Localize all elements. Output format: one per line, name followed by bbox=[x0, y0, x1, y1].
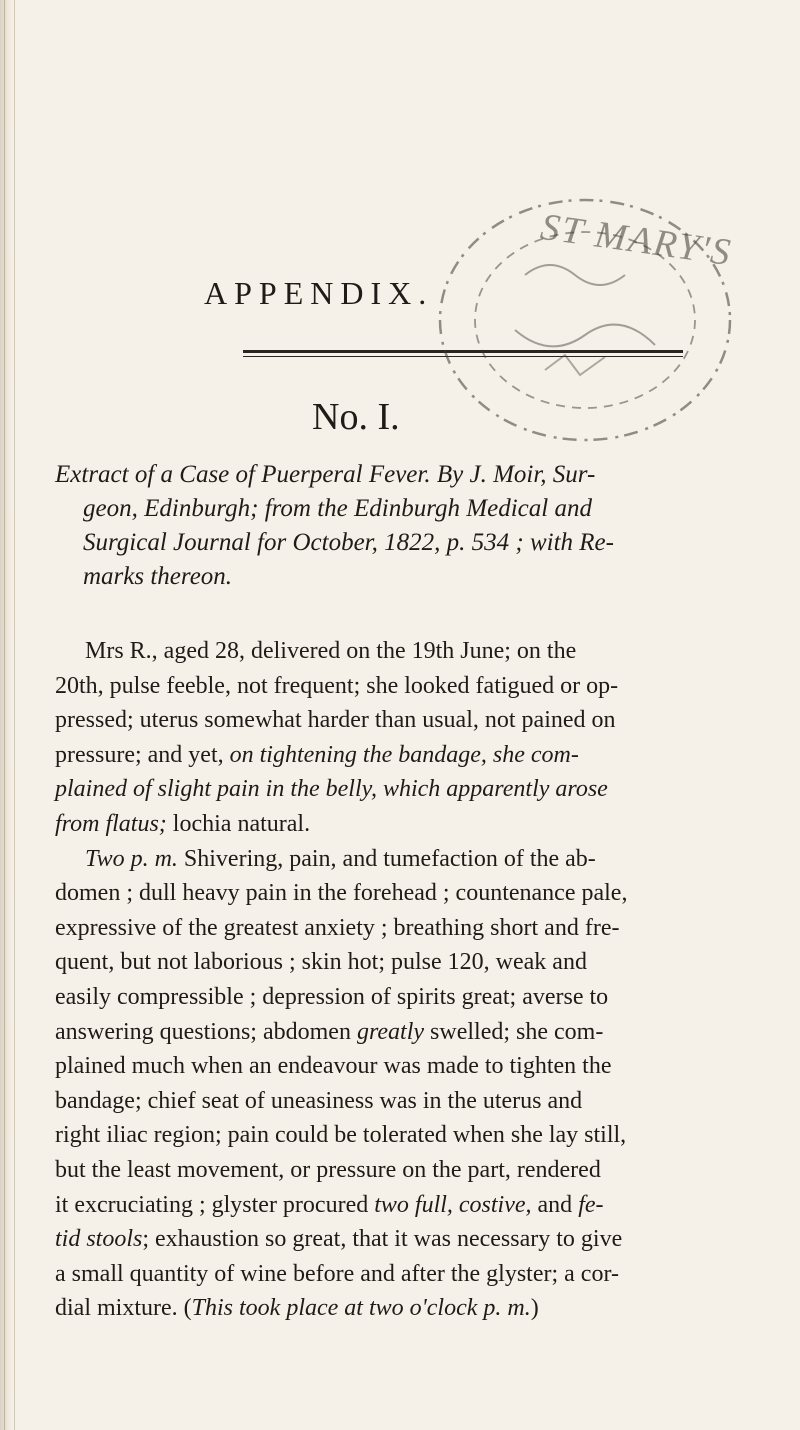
body-line bbox=[55, 980, 695, 1015]
body-line bbox=[55, 842, 695, 877]
text-run: Shivering, pain, and tumefaction of the ab- bbox=[177, 845, 596, 872]
italic-run: Two p. m. bbox=[85, 845, 178, 872]
italic-run: plained of slight pain in the belly, which apparently arose bbox=[55, 776, 608, 803]
body-line bbox=[55, 772, 695, 807]
italic-run: tid stools bbox=[55, 1226, 143, 1253]
case-body bbox=[55, 634, 695, 1326]
text-run: plained much when an endeavour was made to tighten the bbox=[55, 1053, 612, 1080]
text-run: domen ; dull heavy pain in the forehead ; countenance pale, bbox=[55, 880, 628, 907]
italic-run: two full, costive, bbox=[374, 1191, 532, 1218]
text-run: expressive of the greatest anxiety ; breathing short and fre- bbox=[55, 914, 620, 941]
body-line bbox=[55, 1049, 695, 1084]
text-run: quent, but not laborious ; skin hot; pulse 120, weak and bbox=[55, 949, 587, 976]
body-line bbox=[55, 876, 695, 911]
extract-title bbox=[55, 458, 655, 594]
body-line bbox=[55, 1257, 695, 1292]
text-run: ) bbox=[530, 1295, 539, 1322]
text-run: ; exhaustion so great, that it was necessary to give bbox=[142, 1226, 623, 1253]
body-line bbox=[55, 1153, 695, 1188]
text-run: but the least movement, or pressure on the part, rendered bbox=[55, 1156, 601, 1183]
body-line bbox=[55, 669, 695, 704]
italic-run: on tightening the bandage, she com- bbox=[229, 741, 579, 768]
body-line bbox=[55, 945, 695, 980]
body-line bbox=[55, 703, 695, 738]
text-run: bandage; chief seat of uneasiness was in the uterus and bbox=[55, 1087, 583, 1114]
text-run: right iliac region; pain could be tolerated when she lay still, bbox=[55, 1122, 627, 1149]
body-line bbox=[55, 634, 695, 669]
text-run: dial mixture. ( bbox=[55, 1295, 192, 1322]
text-run: and bbox=[531, 1191, 579, 1218]
text-run: pressure; and yet, bbox=[55, 741, 230, 768]
extract-line: Surgical Journal for October, 1822, p. 534 ; with Re- bbox=[83, 529, 614, 556]
italic-run: fe- bbox=[578, 1191, 604, 1218]
text-run: easily compressible ; depression of spirits great; averse to bbox=[55, 983, 609, 1010]
body-line bbox=[55, 1118, 695, 1153]
extract-line: marks thereon. bbox=[83, 563, 233, 590]
body-line bbox=[55, 738, 695, 773]
body-line bbox=[55, 807, 695, 842]
italic-run: greatly bbox=[356, 1018, 425, 1045]
appendix-heading: APPENDIX. bbox=[204, 275, 434, 311]
body-line bbox=[55, 1084, 695, 1119]
appendix-number: No. I. bbox=[312, 396, 400, 438]
stamp-text: ST MARY'S bbox=[538, 205, 735, 275]
extract-line: geon, Edinburgh; from the Edinburgh Medical and bbox=[83, 495, 592, 522]
text-run: lochia natural. bbox=[166, 810, 311, 837]
text-run: answering questions; abdomen bbox=[55, 1018, 357, 1045]
text-run: a small quantity of wine before and after the glyster; a cor- bbox=[55, 1260, 619, 1287]
text-run: pressed; uterus somewhat harder than usual, not pained on bbox=[55, 707, 616, 734]
body-line bbox=[55, 911, 695, 946]
italic-run: This took place at two o'clock p. m. bbox=[191, 1295, 531, 1322]
body-line bbox=[55, 1222, 695, 1257]
body-line bbox=[55, 1188, 695, 1223]
text-run: 20th, pulse feeble, not frequent; she looked fatigued or op- bbox=[55, 672, 619, 699]
page-binding-edge bbox=[0, 0, 15, 1430]
extract-line: Extract of a Case of Puerperal Fever. By J. Moir, Sur- bbox=[55, 461, 596, 488]
body-line bbox=[55, 1015, 695, 1050]
text-run: swelled; she com- bbox=[424, 1018, 604, 1045]
text-run: Mrs R., aged 28, delivered on the 19th June; on the bbox=[85, 638, 577, 664]
body-line bbox=[55, 1291, 695, 1326]
text-run: it excruciating ; glyster procured bbox=[55, 1191, 375, 1218]
italic-run: from flatus; bbox=[55, 810, 167, 837]
